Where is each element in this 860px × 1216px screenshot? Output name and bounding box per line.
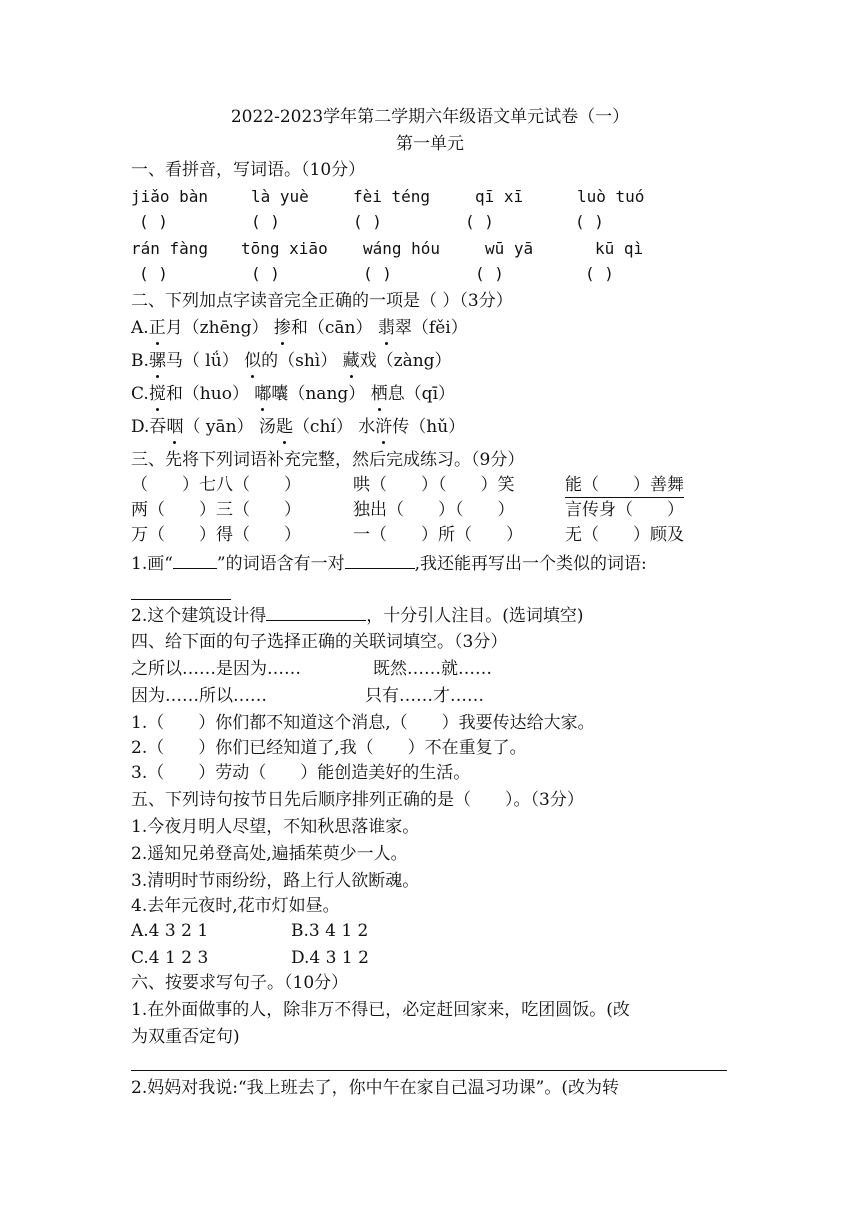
option-text: 戏（zàng） [359,351,452,371]
dotted-char: 正 [148,318,166,338]
answer-line[interactable] [131,1070,727,1071]
idiom-blank[interactable]: 一（ ）所（ ） [353,525,523,545]
idiom-blank[interactable]: 独出（ ）（ ） [353,500,515,520]
text: 2.这个建筑设计得 [131,606,267,626]
q2-heading: 二、下列加点字读音完全正确的一项是（ ）（3分） [131,291,513,311]
answer-line[interactable] [345,568,415,569]
dotted-char: 似 [244,351,262,371]
q4-sentence-2[interactable]: 2.（ ）你们已经知道了,我（ ）不在重复了。 [131,738,527,758]
option-text: 马（ lǘ） [165,351,245,371]
pinyin-item: là yuè [251,187,309,206]
option-label: A. [131,318,149,338]
q5-heading: 五、下列诗句按节日先后顺序排列正确的是（ ）。（3分） [131,790,584,810]
idiom-blank[interactable]: 万（ ）得（ ） [131,525,301,545]
answer-line[interactable] [131,599,231,600]
conjunction-option: 既然……就…… [373,659,492,679]
conjunction-option: 因为……所以…… [131,686,267,706]
option-label: D.吞 [131,417,167,437]
q2-option-b[interactable] [131,349,732,373]
option-text: 翠（fěi） [394,318,468,338]
dotted-char: 骡 [148,351,166,371]
q3-subquestion-1 [131,552,732,576]
answer-blank[interactable]: ( ) [575,212,604,231]
answer-blank[interactable]: ( ) [251,212,280,231]
answer-blank[interactable]: ( ) [353,212,382,231]
answer-blank[interactable]: ( ) [585,264,614,283]
dotted-char: 藏 [342,351,360,371]
dotted-char: 浒 [375,417,393,437]
dotted-char: 搅 [148,384,166,404]
answer-blank[interactable]: ( ) [475,264,504,283]
idiom-blank[interactable]: 言传身（ ） [565,500,684,520]
idiom-blank[interactable]: 能（ ）善舞 [565,473,684,498]
q5-option-b[interactable]: B.3 4 1 2 [291,921,369,941]
option-text: 和（huo） [165,384,255,404]
answer-blank[interactable]: ( ) [251,264,280,283]
q4-heading: 四、给下面的句子选择正确的关联词填空。（3分） [131,632,508,652]
pinyin-item: qī xī [475,187,524,206]
pinyin-item: wáng hóu [363,239,441,258]
answer-line[interactable] [266,620,366,621]
q6-sentence-1: 1.在外面做事的人，除非万不得已，必定赶回家来，吃团圆饭。(改 [131,1000,630,1020]
dotted-char: 翡 [377,318,395,338]
answer-blank[interactable]: ( ) [139,264,168,283]
option-text: （chí） 水 [292,417,376,437]
pinyin-item: wū yā [485,239,534,258]
exam-title: 2022-2023学年第二学期六年级语文单元试卷（一） [230,107,630,127]
idiom-blank[interactable]: 两（ ）三（ ） [131,500,301,520]
dotted-char: 匙 [275,417,293,437]
text: ”的词语含有一对 [216,554,345,574]
q2-option-c[interactable] [131,382,732,406]
option-text: 和（cān） [290,318,378,338]
q6-sentence-1-cont: 为双重否定句) [131,1027,240,1047]
underline-sample [173,568,217,569]
text: ,我还能再写出一个类似的词语: [414,554,647,574]
q3-subquestion-2 [131,604,732,628]
q5-option-d[interactable]: D.4 3 1 2 [291,948,369,968]
pinyin-item: fèi téng [353,187,431,206]
q2-option-d[interactable] [131,415,732,439]
text: 1.画“ [131,554,173,574]
q6-sentence-2: 2.妈妈对我说:“我上班去了，你中午在家自己温习功课”。(改为转 [131,1078,619,1098]
q4-sentence-1[interactable]: 1.（ ）你们都不知道这个消息,（ ）我要传达给大家。 [131,713,595,733]
dotted-char: 咽 [166,417,184,437]
pinyin-item: luò tuó [577,187,645,206]
option-text: 月（zhēng） [165,318,274,338]
dotted-char: 嘟 [254,384,272,404]
conjunction-option: 只有……才…… [365,686,484,706]
exam-subtitle: 第一单元 [396,134,464,154]
option-text: 息（qī） [387,384,456,404]
pinyin-item: rán fàng [131,239,209,258]
q1-heading: 一、看拼音，写词语。（10分） [131,160,366,180]
idiom-blank[interactable]: （ ）七八（ ） [131,475,301,495]
q3-heading: 三、先将下列词语补充完整，然后完成练习。（9分） [131,450,525,470]
conjunction-option: 之所以……是因为…… [131,659,301,679]
idiom-blank[interactable]: 哄（ ）（ ）笑 [353,475,515,495]
q6-heading: 六、按要求写句子。（10分） [131,973,349,993]
dotted-char: 掺 [273,318,291,338]
option-label: C. [131,384,149,404]
pinyin-item: tōng xiāo [241,239,328,258]
answer-blank[interactable]: ( ) [139,212,168,231]
q5-option-c[interactable]: C.4 1 2 3 [131,948,209,968]
option-text: 囔（nang） [271,384,371,404]
text: ，十分引人注目。(选词填空) [366,606,584,626]
answer-blank[interactable]: ( ) [363,264,392,283]
option-text: 的（shì） [261,351,343,371]
option-label: B. [131,351,149,371]
pinyin-item: jiǎo bàn [131,187,209,206]
q5-option-a[interactable]: A.4 3 2 1 [131,921,209,941]
option-text: （ yān） 汤 [183,417,276,437]
dotted-char: 栖 [370,384,388,404]
option-text: 传（hǔ） [392,417,466,437]
q4-sentence-3[interactable]: 3.（ ）劳动（ ）能创造美好的生活。 [131,763,471,783]
q5-poem-line-3: 3.清明时节雨纷纷，路上行人欲断魂。 [131,871,420,891]
q5-poem-line-4: 4.去年元夜时,花市灯如昼。 [131,896,340,916]
pinyin-item: kū qì [595,239,644,258]
idiom-blank[interactable]: 无（ ）顾及 [565,525,684,545]
q5-poem-line-2: 2.遥知兄弟登高处,遍插茱萸少一人。 [131,844,408,864]
q2-option-a[interactable] [131,316,732,340]
q5-poem-line-1: 1.今夜月明人尽望，不知秋思落谁家。 [131,817,420,837]
answer-blank[interactable]: ( ) [465,212,494,231]
